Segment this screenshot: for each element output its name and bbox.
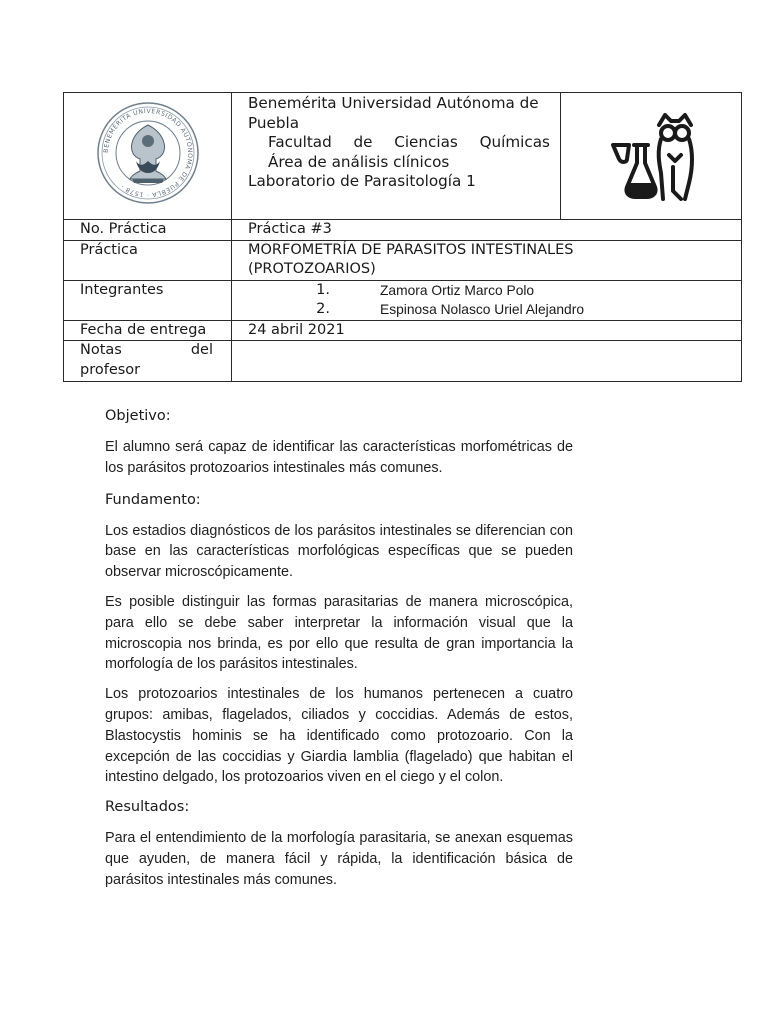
objetivo-heading: Objetivo: xyxy=(105,408,171,424)
university-seal-icon xyxy=(96,101,200,205)
practice-no-label: No. Práctica xyxy=(64,220,232,241)
fundamento-paragraph-2: Es posible distinguir las formas parasitarias de manera microscópica, para ello se debe saber interpretar la información visual que la microscopia nos brinda, es por ello que resulta de gran importancia la morfología de los parásitos intestinales. xyxy=(105,593,573,673)
date-label: Fecha de entrega xyxy=(64,320,232,341)
resultados-heading: Resultados: xyxy=(105,799,190,816)
document-body xyxy=(105,405,573,891)
university-name-line2: Puebla xyxy=(248,113,300,132)
faculty-name: Facultad de Ciencias Químicas xyxy=(268,133,550,151)
resultados-paragraph: Para el entendimiento de la morfología parasitaria, se anexan esquemas que ayuden, de manera fácil y rápida, la identificación básica de parásitos intestinales más comunes. xyxy=(105,830,573,888)
member-name: Espinosa Nolasco Uriel Alejandro xyxy=(380,302,584,317)
practice-title-line1: MORFOMETRÍA DE PARASITOS INTESTINALES xyxy=(248,241,574,258)
header-table xyxy=(63,92,742,382)
university-name-line1: Benemérita Universidad Autónoma de xyxy=(248,94,539,112)
fundamento-paragraph-1: Los estadios diagnósticos de los parásitos intestinales se diferencian con base en las características morfológicas específicas que se pueden observar microscópicamente. xyxy=(105,522,573,581)
lab-logo-cell xyxy=(561,93,742,220)
university-seal-cell xyxy=(64,93,232,220)
member-row xyxy=(248,281,741,301)
notes-label: Notas del profesor xyxy=(64,341,232,382)
member-number: 1. xyxy=(316,281,330,298)
owl-flask-logo-icon xyxy=(601,103,701,203)
notes-value xyxy=(232,341,742,382)
member-row xyxy=(248,300,741,320)
practice-title xyxy=(232,240,742,280)
seal-text: BENEMÉRITA UNIVERSIDAD AUTÓNOMA DE PUEBLA · 1578 · xyxy=(102,107,193,198)
members-list xyxy=(232,280,742,320)
fundamento-heading: Fundamento: xyxy=(105,491,201,508)
area-name: Área de análisis clínicos xyxy=(268,152,450,171)
institution-cell xyxy=(232,93,561,220)
practice-title-line2: (PROTOZOARIOS) xyxy=(248,261,376,277)
member-name: Zamora Ortiz Marco Polo xyxy=(380,282,535,298)
objetivo-paragraph: El alumno será capaz de identificar las características morfométricas de los parásitos protozoarios intestinales más comunes. xyxy=(105,439,573,476)
practice-label: Práctica xyxy=(64,240,232,280)
lab-name: Laboratorio de Parasitología 1 xyxy=(248,172,476,190)
member-number: 2. xyxy=(316,301,330,317)
fundamento-paragraph-3: Los protozoarios intestinales de los humanos pertenecen a cuatro grupos: amibas, flagelados, ciliados y coccidias. Además de estos, Blastocystis hominis se ha identificado como protozoario. Con la excepción de las coccidias y Giardia lamblia (flagelado) que habitan el intestino delgado, los protozoarios viven en el ciego y el colon. xyxy=(105,686,573,786)
practice-no-value: Práctica #3 xyxy=(232,220,742,241)
members-label: Integrantes xyxy=(64,280,232,320)
date-value: 24 abril 2021 xyxy=(232,320,742,341)
